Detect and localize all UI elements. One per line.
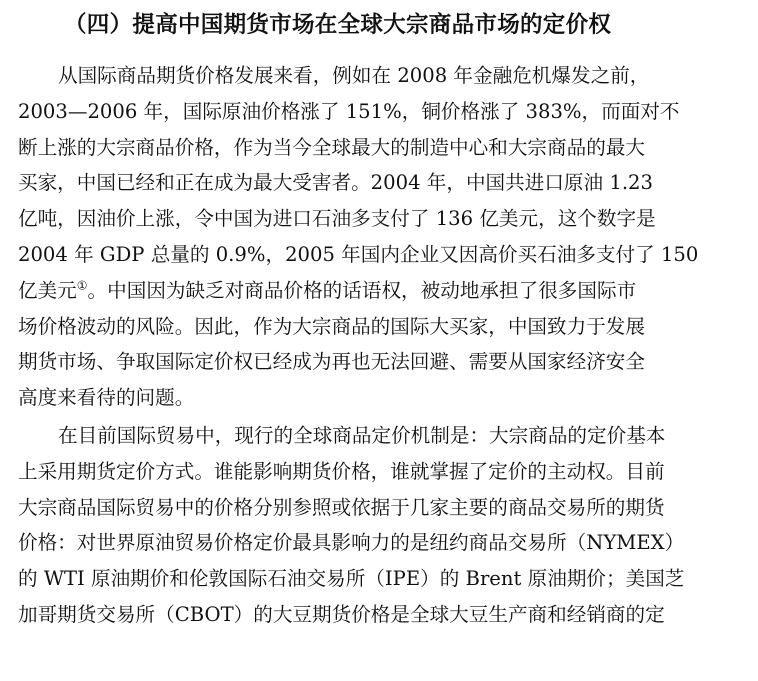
text-line: 上采用期货定价方式。谁能影响期货价格，谁就掌握了定价的主动权。目前 [18, 459, 665, 483]
text-line: 2004 年 GDP 总量的 0.9%，2005 年国内企业又因高价买石油多支付了 150 [18, 242, 699, 266]
text-segment: 。中国因为缺乏对商品价格的话语权，被动地承担了很多国际市 [87, 278, 637, 302]
text-line: 高度来看待的问题。 [18, 386, 195, 410]
text-line: 断上涨的大宗商品价格，作为当今全球最大的制造中心和大宗商品的最大 [18, 135, 645, 159]
text-line: 加哥期货交易所（CBOT）的大豆期货价格是全球大豆生产商和经销商的定 [18, 602, 665, 626]
paragraph-pricing-mechanism [18, 418, 744, 633]
paragraph-price-history [18, 58, 744, 416]
text-line-with-footnote [18, 273, 744, 309]
text-line: 期货市场、争取国际定价权已经成为再也无法回避、需要从国家经济安全 [18, 350, 645, 374]
text-segment: 亿美元 [18, 278, 77, 302]
text-line: 大宗商品国际贸易中的价格分别参照或依据于几家主要的商品交易所的期货 [18, 495, 665, 519]
footnote-marker[interactable]: ① [76, 278, 88, 293]
text-line: 买家，中国已经和正在成为最大受害者。2004 年，中国共进口原油 1.23 [18, 171, 653, 195]
section-heading: （四）提高中国期货市场在全球大宗商品市场的定价权 [64, 12, 612, 38]
text-line: 价格：对世界原油贸易价格定价最具影响力的是纽约商品交易所（NYMEX） [18, 531, 685, 555]
text-line: 2003—2006 年，国际原油价格涨了 151%，铜价格涨了 383%，而面对不 [18, 99, 680, 123]
text-line: 在目前国际贸易中，现行的全球商品定价机制是：大宗商品的定价基本 [58, 423, 666, 447]
text-line: 从国际商品期货价格发展来看，例如在 2008 年金融危机爆发之前， [58, 64, 650, 87]
text-line: 场价格波动的风险。因此，作为大宗商品的国际大买家，中国致力于发展 [18, 314, 645, 338]
text-line: 亿吨，因油价上涨，令中国为进口石油多支付了 136 亿美元，这个数字是 [18, 207, 656, 231]
text-line: 的 WTI 原油期价和伦敦国际石油交易所（IPE）的 Brent 原油期价；美国芝 [18, 567, 685, 591]
